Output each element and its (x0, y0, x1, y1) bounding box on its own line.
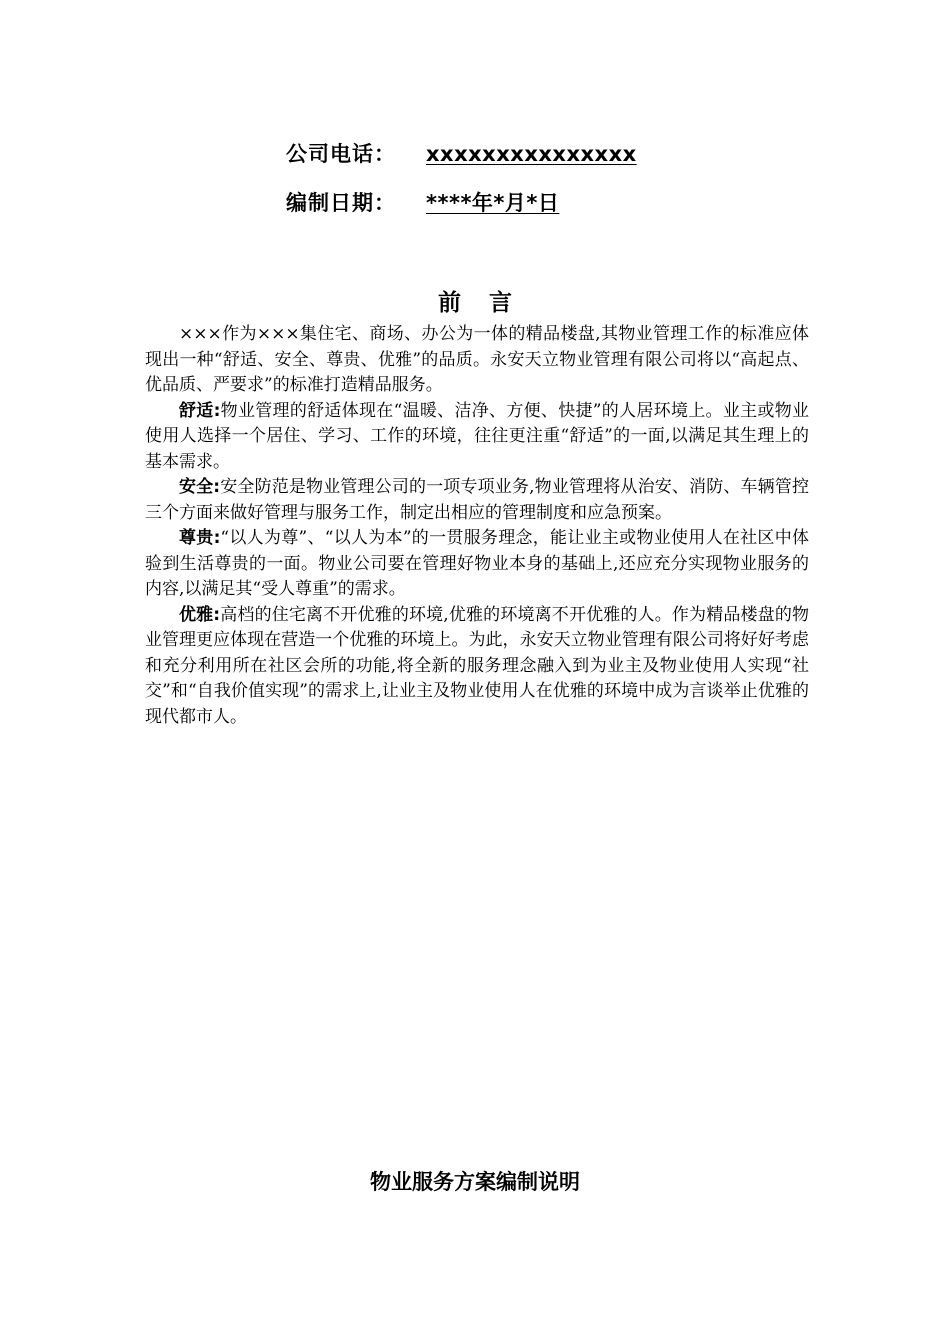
preface-body (145, 322, 809, 730)
preface-item-text: 物业管理的舒适体现在“温暖、洁净、方便、快捷”的人居环境上。业主或物业使用人选择一个居住、学习、工作的环境，往往更注重“舒适”的一面,以满足其生理上的基本需求。 (145, 400, 809, 472)
company-phone-row (286, 138, 637, 168)
preface-title: 前言 (438, 290, 540, 316)
preface-item-text: 安全防范是物业管理公司的一项专项业务,物业管理将从治安、消防、车辆管控三个方面来做好管理与服务工作，制定出相应的管理制度和应急预案。 (145, 477, 809, 523)
preface-item-elegance (145, 603, 809, 731)
preface-item-safety (145, 475, 809, 526)
preface-item-text: “以人为尊”、“以人为本”的一贯服务理念，能让业主或物业使用人在社区中体验到生活尊贵的一面。物业公司要在管理好物业本身的基础上,还应充分实现物业服务的内容,以满足其“受人尊重”的需求。 (145, 528, 809, 599)
compile-date-value: ****年*月*日 (426, 191, 560, 215)
preface-item-dignity (145, 526, 809, 603)
preface-item-lead: 尊贵: (179, 528, 221, 548)
preface-item-comfort (145, 399, 809, 476)
preface-item-text: 高档的住宅离不开优雅的环境,优雅的环境离不开优雅的人。作为精品楼盘的物业管理更应体现在营造一个优雅的环境上。为此，永安天立物业管理有限公司将好好考虑和充分利用所在社区会所的功能,将全新的服务理念融入到为业主及物业使用人实现“社交”和“自我价值实现”的需求上,让业主及物业使用人在优雅的环境中成为言谈举止优雅的现代都市人。 (145, 604, 809, 727)
company-phone-value: xxxxxxxxxxxxxxx (426, 142, 637, 166)
company-phone-label: 公司电话： (286, 142, 396, 166)
preface-item-lead: 优雅: (179, 604, 221, 625)
preface-item-lead: 舒适: (179, 400, 221, 421)
compile-date-row (286, 187, 559, 217)
section-title: 物业服务方案编制说明 (370, 1170, 580, 1194)
compile-date-label: 编制日期： (286, 191, 396, 215)
preface-item-lead: 安全: (179, 477, 221, 497)
preface-intro: ×××作为×××集住宅、商场、办公为一体的精品楼盘,其物业管理工作的标准应体现出一种“舒适、安全、尊贵、优雅”的品质。永安天立物业管理有限公司将以“高起点、优品质、严要求”的标准打造精品服务。 (145, 324, 809, 395)
